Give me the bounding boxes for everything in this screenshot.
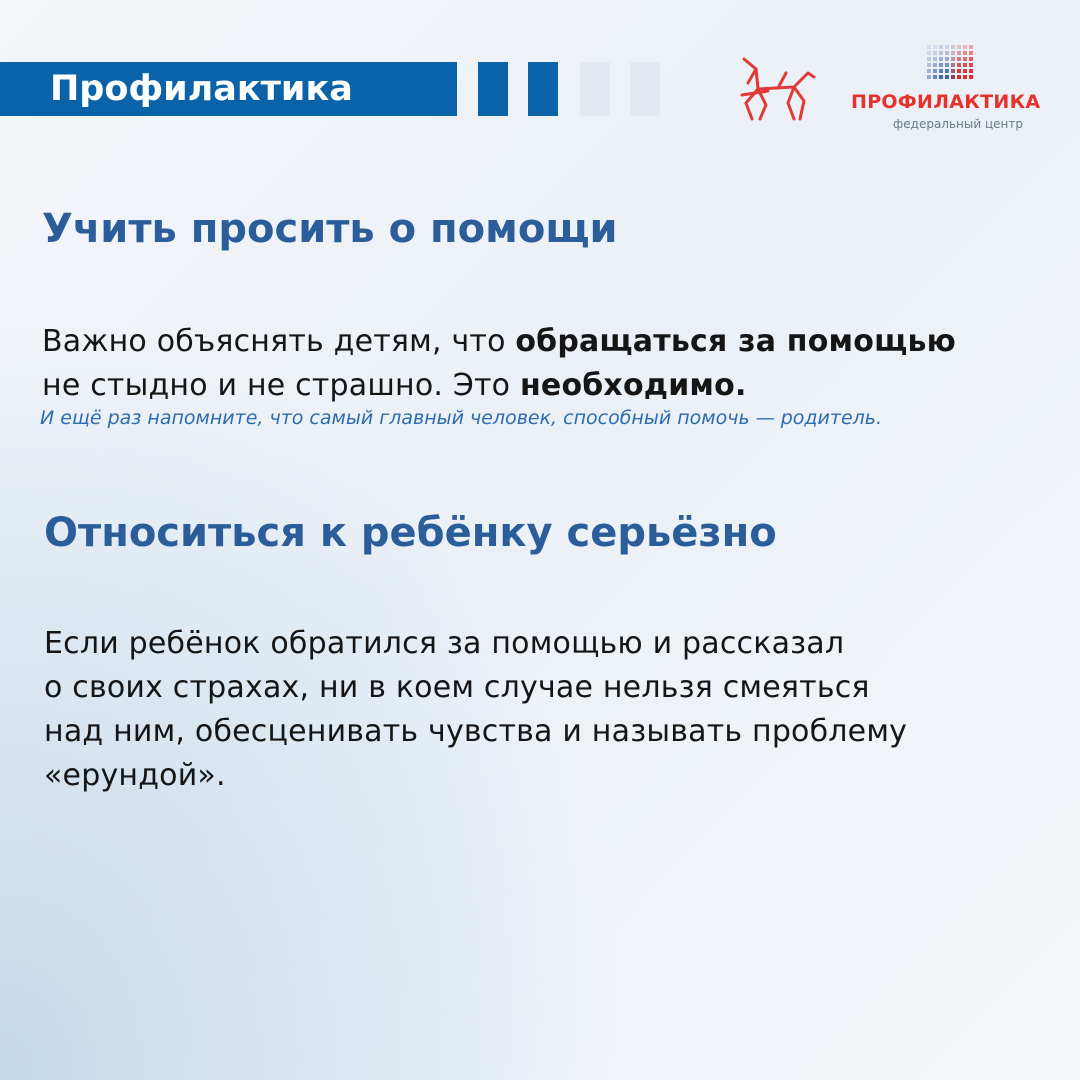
section-heading: Относиться к ребёнку серьёзно — [44, 510, 777, 556]
header-stripe — [580, 62, 610, 116]
paragraph-bold-text: обращаться за помощью — [515, 324, 956, 359]
section-heading: Учить просить о помощи — [42, 206, 618, 252]
paragraph-line: о своих страхах, ни в коем случае нельзя смеяться — [44, 670, 870, 705]
brand-grid-icon — [927, 45, 975, 83]
paragraph-text: не стыдно и не страшно. Это — [42, 368, 520, 403]
header-bar — [0, 62, 457, 116]
section-note: И ещё раз напомните, что самый главный человек, способный помочь — родитель. — [40, 407, 883, 429]
header-stripe — [630, 62, 660, 116]
paragraph-line — [42, 320, 956, 364]
brand-logo — [851, 45, 1051, 135]
header-title: Профилактика — [50, 69, 353, 109]
section-paragraph — [44, 622, 907, 798]
paragraph-text: Важно объяснять детям, что — [42, 324, 516, 359]
horse-logo-icon — [738, 55, 816, 123]
section-paragraph — [42, 320, 956, 408]
paragraph-line — [42, 364, 956, 408]
paragraph-line: «ерундой». — [44, 758, 226, 793]
brand-name: ПРОФИЛАКТИКА — [851, 91, 1041, 113]
paragraph-line: Если ребёнок обратился за помощью и рассказал — [44, 626, 845, 661]
paragraph-bold-text: необходимо. — [519, 368, 747, 403]
paragraph-line: над ним, обесценивать чувства и называть проблему — [44, 714, 908, 749]
header-stripe — [528, 62, 558, 116]
header-stripe — [478, 62, 508, 116]
brand-subtitle: федеральный центр — [893, 117, 1023, 131]
